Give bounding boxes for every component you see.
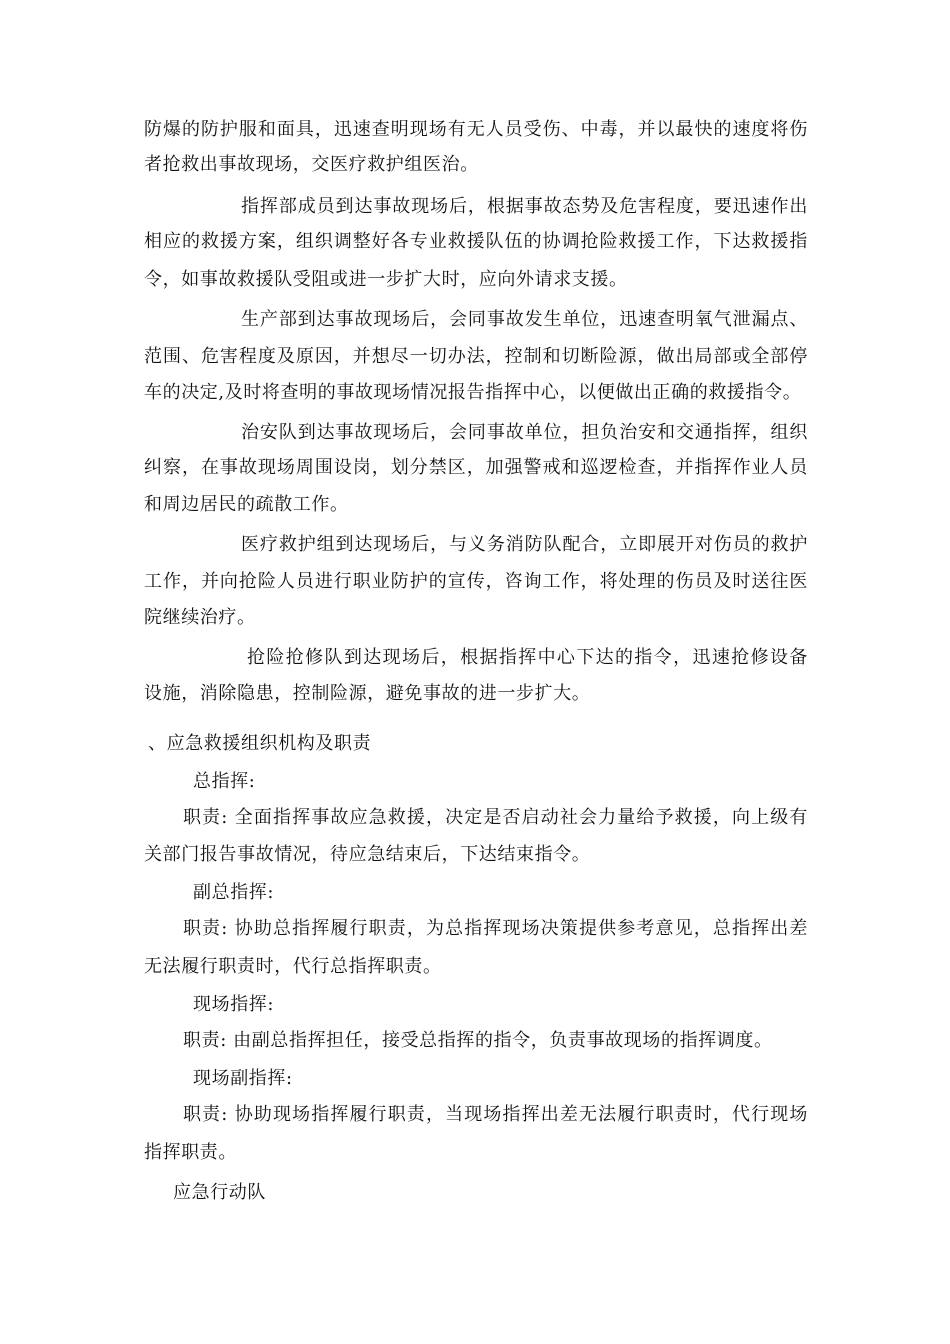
paragraph-line: 指挥部成员到达事故现场后，根据事故态势及危害程度，要迅速作出	[241, 196, 808, 217]
section-heading: 、应急救援组织机构及职责	[148, 733, 372, 754]
paragraph-line: 范围、危害程度及原因，并想尽一切办法，控制和切断险源，做出局部或全部停	[144, 346, 808, 367]
paragraph-line: 治安队到达事故现场后，会同事故单位，担负治安和交通指挥，组织	[241, 422, 808, 443]
paragraph-line: 职责: 由副总指挥担任，接受总指挥的指令，负责事故现场的指挥调度。	[183, 1030, 773, 1051]
section-heading: 应急行动队	[173, 1182, 266, 1203]
role-heading: 总指挥:	[193, 771, 256, 792]
paragraph-line: 无法履行职责时，代行总指挥职责。	[144, 956, 442, 977]
paragraph-line: 院继续治疗。	[144, 607, 256, 628]
paragraph-line: 设施，消除隐患，控制险源，避免事故的进一步扩大。	[144, 683, 591, 704]
paragraph-line: 指挥职责。	[144, 1142, 237, 1163]
paragraph-line: 职责: 协助总指挥履行职责，为总指挥现场决策提供参考意见，总指挥出差	[183, 918, 808, 939]
paragraph-line: 职责: 协助现场指挥履行职责，当现场指挥出差无法履行职责时，代行现场	[183, 1104, 808, 1125]
paragraph-line: 纠察，在事故现场周围设岗，划分禁区，加强警戒和巡逻检查，并指挥作业人员	[144, 457, 808, 478]
paragraph-line: 关部门报告事故情况，待应急结束后，下达结束指令。	[144, 844, 591, 865]
role-heading: 副总指挥:	[193, 882, 275, 903]
paragraph-line: 抢险抢修队到达现场后，根据指挥中心下达的指令，迅速抢修设备	[247, 647, 808, 668]
paragraph-line: 令，如事故救援队受阻或进一步扩大时，应向外请求支援。	[144, 269, 628, 290]
paragraph-line: 相应的救援方案，组织调整好各专业救援队伍的协调抢险救援工作，下达救援指	[144, 231, 808, 252]
role-heading: 现场指挥:	[193, 994, 275, 1015]
paragraph-line: 职责: 全面指挥事故应急救援，决定是否启动社会力量给予救援，向上级有	[183, 807, 808, 828]
paragraph-line: 医疗救护组到达现场后，与义务消防队配合，立即展开对伤员的救护	[241, 534, 808, 555]
paragraph-line: 生产部到达事故现场后，会同事故发生单位，迅速查明氧气泄漏点、	[241, 309, 808, 330]
paragraph-line: 者抢救出事故现场，交医疗救护组医治。	[144, 154, 479, 175]
paragraph-line: 工作，并向抢险人员进行职业防护的宣传，咨询工作，将处理的伤员及时送往医	[144, 571, 808, 592]
paragraph-line: 和周边居民的疏散工作。	[144, 494, 349, 515]
paragraph-line: 防爆的防护服和面具，迅速查明现场有无人员受伤、中毒，并以最快的速度将伤	[144, 119, 808, 140]
paragraph-line: 车的决定,及时将查明的事故现场情况报告指挥中心，以便做出正确的救援指令。	[144, 382, 802, 403]
role-heading: 现场副指挥:	[193, 1068, 293, 1089]
